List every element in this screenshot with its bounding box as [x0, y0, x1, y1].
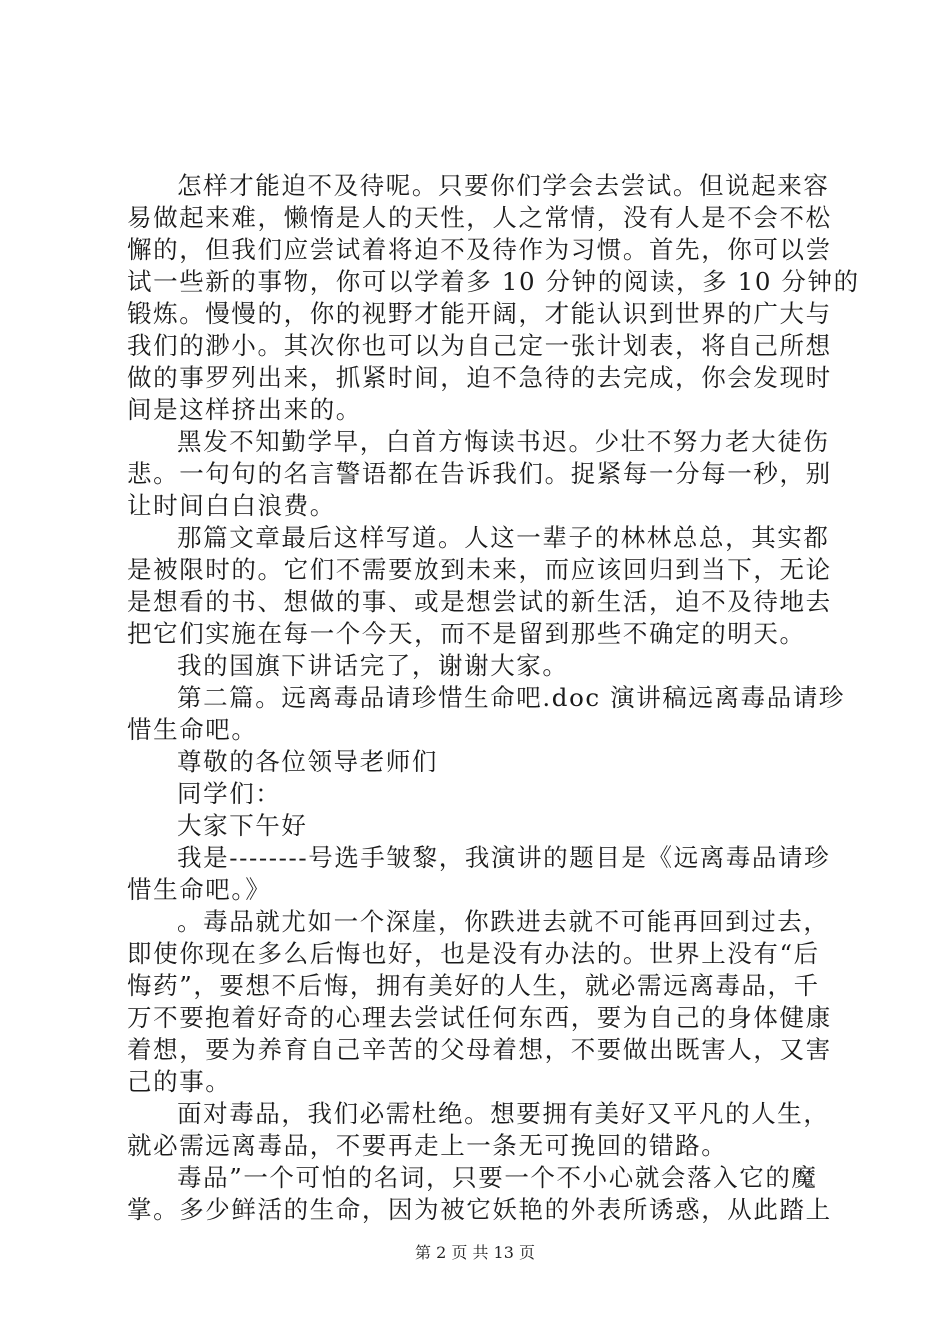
text-line: 着想，要为养育自己辛苦的父母着想，不要做出既害人，又害	[127, 1035, 832, 1064]
text-line: 锻炼。慢慢的，你的视野才能开阔，才能认识到世界的广大与	[127, 299, 832, 328]
text-line: 。毒品就尤如一个深崖，你跌进去就不可能再回到过去，	[177, 907, 830, 936]
document-body	[127, 170, 860, 1226]
text-line: 怎样才能迫不及待呢。只要你们学会去尝试。但说起来容	[177, 171, 830, 200]
text-line: 面对毒品，我们必需杜绝。想要拥有美好又平凡的人生，	[177, 1099, 830, 1128]
text-line: 万不要抱着好奇的心理去尝试任何东西，要为自己的身体健康	[127, 1003, 832, 1032]
text-line: 同学们：	[177, 779, 282, 808]
text-line: 己的事。	[127, 1067, 232, 1096]
text-line: 黑发不知勤学早，白首方悔读书迟。少壮不努力老大徒伤	[177, 427, 830, 456]
text-line: 试一些新的事物，你可以学着多 10 分钟的阅读，多 10 分钟的	[127, 267, 860, 296]
text-line: 就必需远离毒品，不要再走上一条无可挽回的错路。	[127, 1131, 728, 1160]
text-line: 我是--------号选手皱黎，我演讲的题目是《远离毒品请珍	[177, 843, 831, 872]
text-line: 我的国旗下讲话完了，谢谢大家。	[177, 651, 569, 680]
text-line: 间是这样挤出来的。	[127, 395, 362, 424]
text-line: 懈的，但我们应尝试着将迫不及待作为习惯。首先，你可以尝	[127, 235, 832, 264]
text-line: 毒品”一个可怕的名词，只要一个不小心就会落入它的魔	[177, 1163, 818, 1192]
text-line: 即使你现在多么后悔也好，也是没有办法的。世界上没有“后	[127, 939, 820, 968]
text-line: 易做起来难，懒惰是人的天性，人之常情，没有人是不会不松	[127, 203, 832, 232]
text-line: 把它们实施在每一个今天，而不是留到那些不确定的明天。	[127, 619, 806, 648]
text-line: 第二篇。远离毒品请珍惜生命吧.doc 演讲稿远离毒品请珍	[177, 683, 846, 712]
text-line: 做的事罗列出来，抓紧时间，迫不急待的去完成，你会发现时	[127, 363, 832, 392]
text-line: 我们的渺小。其次你也可以为自己定一张计划表，将自己所想	[127, 331, 832, 360]
text-line: 是想看的书、想做的事、或是想尝试的新生活，迫不及待地去	[127, 587, 832, 616]
text-line: 悲。一句句的名言警语都在告诉我们。捉紧每一分每一秒，别	[127, 459, 832, 488]
text-line: 掌。多少鲜活的生命，因为被它妖艳的外表所诱惑，从此踏上	[127, 1195, 832, 1224]
text-line: 那篇文章最后这样写道。人这一辈子的林林总总，其实都	[177, 523, 830, 552]
page-number-footer: 第 2 页 共 13 页	[415, 1243, 535, 1262]
text-line: 惜生命吧。》	[127, 875, 272, 904]
text-line: 让时间白白浪费。	[127, 491, 336, 520]
text-line: 尊敬的各位领导老师们	[177, 747, 438, 776]
text-line: 悔药”，要想不后悔，拥有美好的人生，就必需远离毒品，千	[127, 971, 820, 1000]
text-line: 是被限时的。它们不需要放到未来，而应该回归到当下，无论	[127, 555, 832, 584]
text-line: 惜生命吧。	[127, 715, 258, 744]
text-line: 大家下午好	[177, 811, 308, 840]
